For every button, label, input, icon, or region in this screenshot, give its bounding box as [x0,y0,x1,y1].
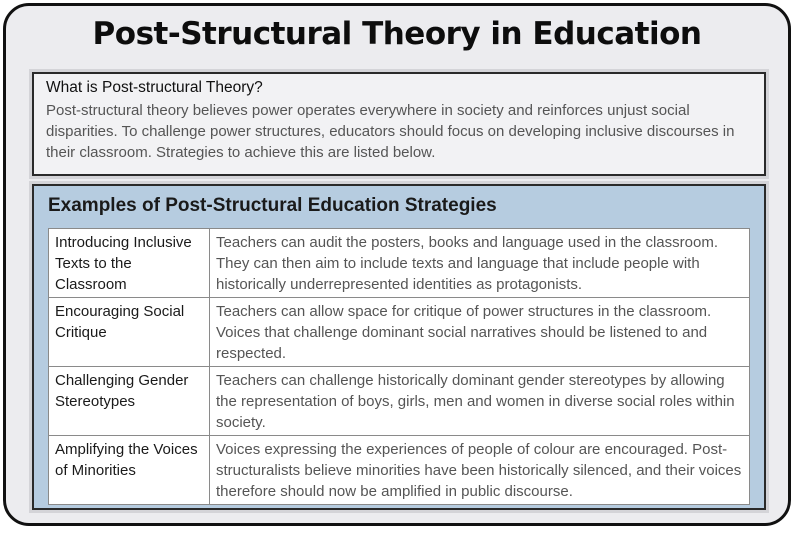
strategy-name: Introducing Inclusive Texts to the Classroom [49,229,210,298]
strategy-name: Challenging Gender Stereotypes [49,367,210,436]
strategy-description: Teachers can allow space for critique of power structures in the classroom. Voices that challenge dominant social narratives should be listened to and respected. [210,298,750,367]
strategy-description: Voices expressing the experiences of people of colour are encouraged. Post-structuralists believe minorities have been historically silenced, and their voices therefore should now be amplified in public discourse. [210,436,750,505]
intro-body: Post-structural theory believes power operates everywhere in society and reinforces unjust social disparities. To challenge power structures, educators should focus on developing inclusive discourses in their classroom. Strategies to achieve this are listed below. [46,102,735,161]
strategy-description: Teachers can audit the posters, books and language used in the classroom. They can then aim to include texts and language that include people with historically underrepresented identities as protagonists. [210,229,750,298]
infographic-frame [3,3,791,526]
strategy-description: Teachers can challenge historically dominant gender stereotypes by allowing the representation of boys, girls, men and women in diverse social roles within society. [210,367,750,436]
table-row [49,367,750,436]
intro-heading: What is Post-structural Theory? [46,79,263,96]
table-row [49,436,750,505]
table-row [49,298,750,367]
strategies-table [48,228,750,505]
intro-box [32,72,766,176]
table-row [49,229,750,298]
strategy-name: Amplifying the Voices of Minorities [49,436,210,505]
examples-box [32,184,766,510]
strategy-name: Encouraging Social Critique [49,298,210,367]
page-title: Post-Structural Theory in Education [92,16,702,52]
examples-heading: Examples of Post-Structural Education Strategies [48,195,497,216]
